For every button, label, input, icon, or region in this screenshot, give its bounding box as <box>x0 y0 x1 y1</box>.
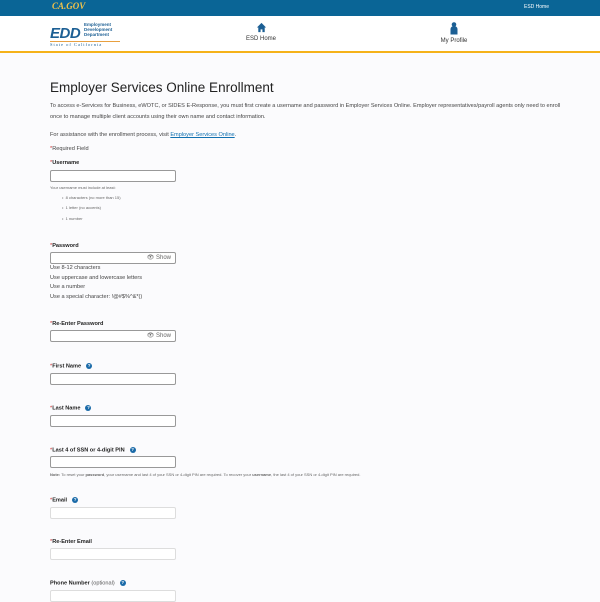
phone-input[interactable] <box>50 590 176 602</box>
rule-text: 1 number <box>65 216 83 221</box>
required-mark: * <box>50 363 53 370</box>
edd-logo-sub <box>84 22 112 37</box>
password-label <box>50 243 79 249</box>
help-icon[interactable]: ? <box>131 447 134 452</box>
note-bold: password <box>85 472 105 477</box>
reenter-email-label <box>50 539 92 545</box>
password-rule: Use a special character: !@#$%^&*() <box>50 293 143 300</box>
label-text: Phone Number <box>50 580 90 587</box>
phone-label <box>50 580 126 586</box>
label-text: Last 4 of SSN or 4-digit PIN <box>52 447 125 454</box>
intro-text: To access e-Services for Business, eWOTC, or SIDES E-Response, you must first create a username and password in Employer Services Online. Employer representatives/payroll agents only need to enroll once to manage multiple client accounts using their own name and contact information. <box>50 103 561 120</box>
username-rule: • 1 number <box>62 216 83 221</box>
show-label: Show <box>155 255 171 261</box>
required-mark: * <box>50 160 53 166</box>
username-label <box>50 160 79 166</box>
note-prefix: Note: <box>50 472 61 477</box>
optional-text: (optional) <box>91 580 115 587</box>
note-text: , your username and last 4 of your SSN or 4-digit PIN are required. To recover your <box>104 472 253 477</box>
help-icon[interactable]: ? <box>121 580 125 585</box>
show-password-button[interactable] <box>147 332 171 339</box>
password-rule: Use 8-12 characters <box>50 265 101 271</box>
label-text: First Name <box>52 363 82 370</box>
required-mark: * <box>50 243 53 249</box>
required-mark: * <box>50 539 53 545</box>
logo-sub-line: Department <box>84 32 110 37</box>
show-label: Show <box>155 333 171 339</box>
rule-text: 8 characters (no more than 15) <box>65 195 121 200</box>
label-text: Username <box>52 160 80 166</box>
nav-my-profile[interactable] <box>434 22 474 44</box>
help-icon[interactable]: ? <box>73 497 77 502</box>
required-note-text: Required Field <box>52 146 89 152</box>
username-input[interactable] <box>50 170 176 182</box>
assist-prefix: For assistance with the enrollment process, visit <box>50 132 171 138</box>
note-text: To reset your <box>60 472 86 477</box>
email-label <box>50 497 78 503</box>
assistance-text <box>50 130 570 141</box>
user-icon <box>450 22 458 35</box>
home-icon <box>256 22 267 33</box>
password-rule: Use uppercase and lowercase letters <box>50 274 143 281</box>
required-mark: * <box>50 146 53 152</box>
password-rules <box>50 264 142 302</box>
nav-esd-home[interactable] <box>240 22 282 42</box>
username-rule: • 8 characters (no more than 15) <box>62 195 121 200</box>
employer-services-online-link[interactable]: Employer Services Online <box>170 132 235 138</box>
label-text: Password <box>52 243 79 249</box>
password-rule: Use a number <box>50 284 86 290</box>
edd-logo-state: State of California <box>50 41 120 47</box>
help-icon[interactable]: ? <box>87 405 90 410</box>
email-input[interactable] <box>50 507 176 519</box>
recovery-note <box>50 472 360 477</box>
logo-sub-line: Employment <box>84 22 112 27</box>
required-mark: * <box>50 321 53 327</box>
username-help-title: Your username must include at least: <box>50 185 116 190</box>
required-mark: * <box>50 447 53 454</box>
label-text: Last Name <box>52 405 81 412</box>
logo-sub-line: Development <box>84 27 113 32</box>
note-text: , the last 4 of your SSN or 4-digit PIN are required. <box>271 472 361 477</box>
edd-logo[interactable] <box>50 22 122 48</box>
eye-icon: 👁 <box>146 333 155 339</box>
reenter-password-label <box>50 321 103 327</box>
ca-gov-logo-text: CA.GOV <box>52 1 86 11</box>
username-rule: • 1 letter (no accents) <box>62 205 101 210</box>
show-password-button[interactable] <box>147 254 171 261</box>
required-field-note <box>50 144 570 155</box>
ca-gov-logo[interactable] <box>52 1 85 11</box>
ssn-input[interactable] <box>50 456 176 468</box>
assist-suffix: . <box>234 132 237 138</box>
help-icon[interactable]: ? <box>87 363 91 368</box>
eye-icon: 👁 <box>146 255 155 261</box>
page-title: Employer Services Online Enrollment <box>50 80 274 95</box>
nav-label: ESD Home <box>245 36 276 42</box>
password-input[interactable] <box>50 252 176 264</box>
reenter-password-input[interactable] <box>50 330 176 342</box>
first-name-input[interactable] <box>50 373 176 385</box>
last-name-input[interactable] <box>50 415 176 427</box>
top-bar <box>0 0 600 16</box>
label-text: Re-Enter Email <box>52 539 92 545</box>
rule-text: 1 letter (no accents) <box>65 205 101 210</box>
note-bold: username <box>252 472 272 477</box>
esd-home-top-link[interactable]: ESD Home <box>524 4 550 10</box>
reenter-email-input[interactable] <box>50 548 176 560</box>
label-text: Email <box>52 497 68 504</box>
label-text: Re-Enter Password <box>52 321 104 327</box>
last-name-label <box>50 405 91 411</box>
required-mark: * <box>50 497 53 504</box>
ssn-label <box>50 447 136 453</box>
edd-logo-text: EDD <box>50 25 81 42</box>
required-mark: * <box>50 405 53 412</box>
nav-label: My Profile <box>440 38 468 44</box>
first-name-label <box>50 363 92 369</box>
